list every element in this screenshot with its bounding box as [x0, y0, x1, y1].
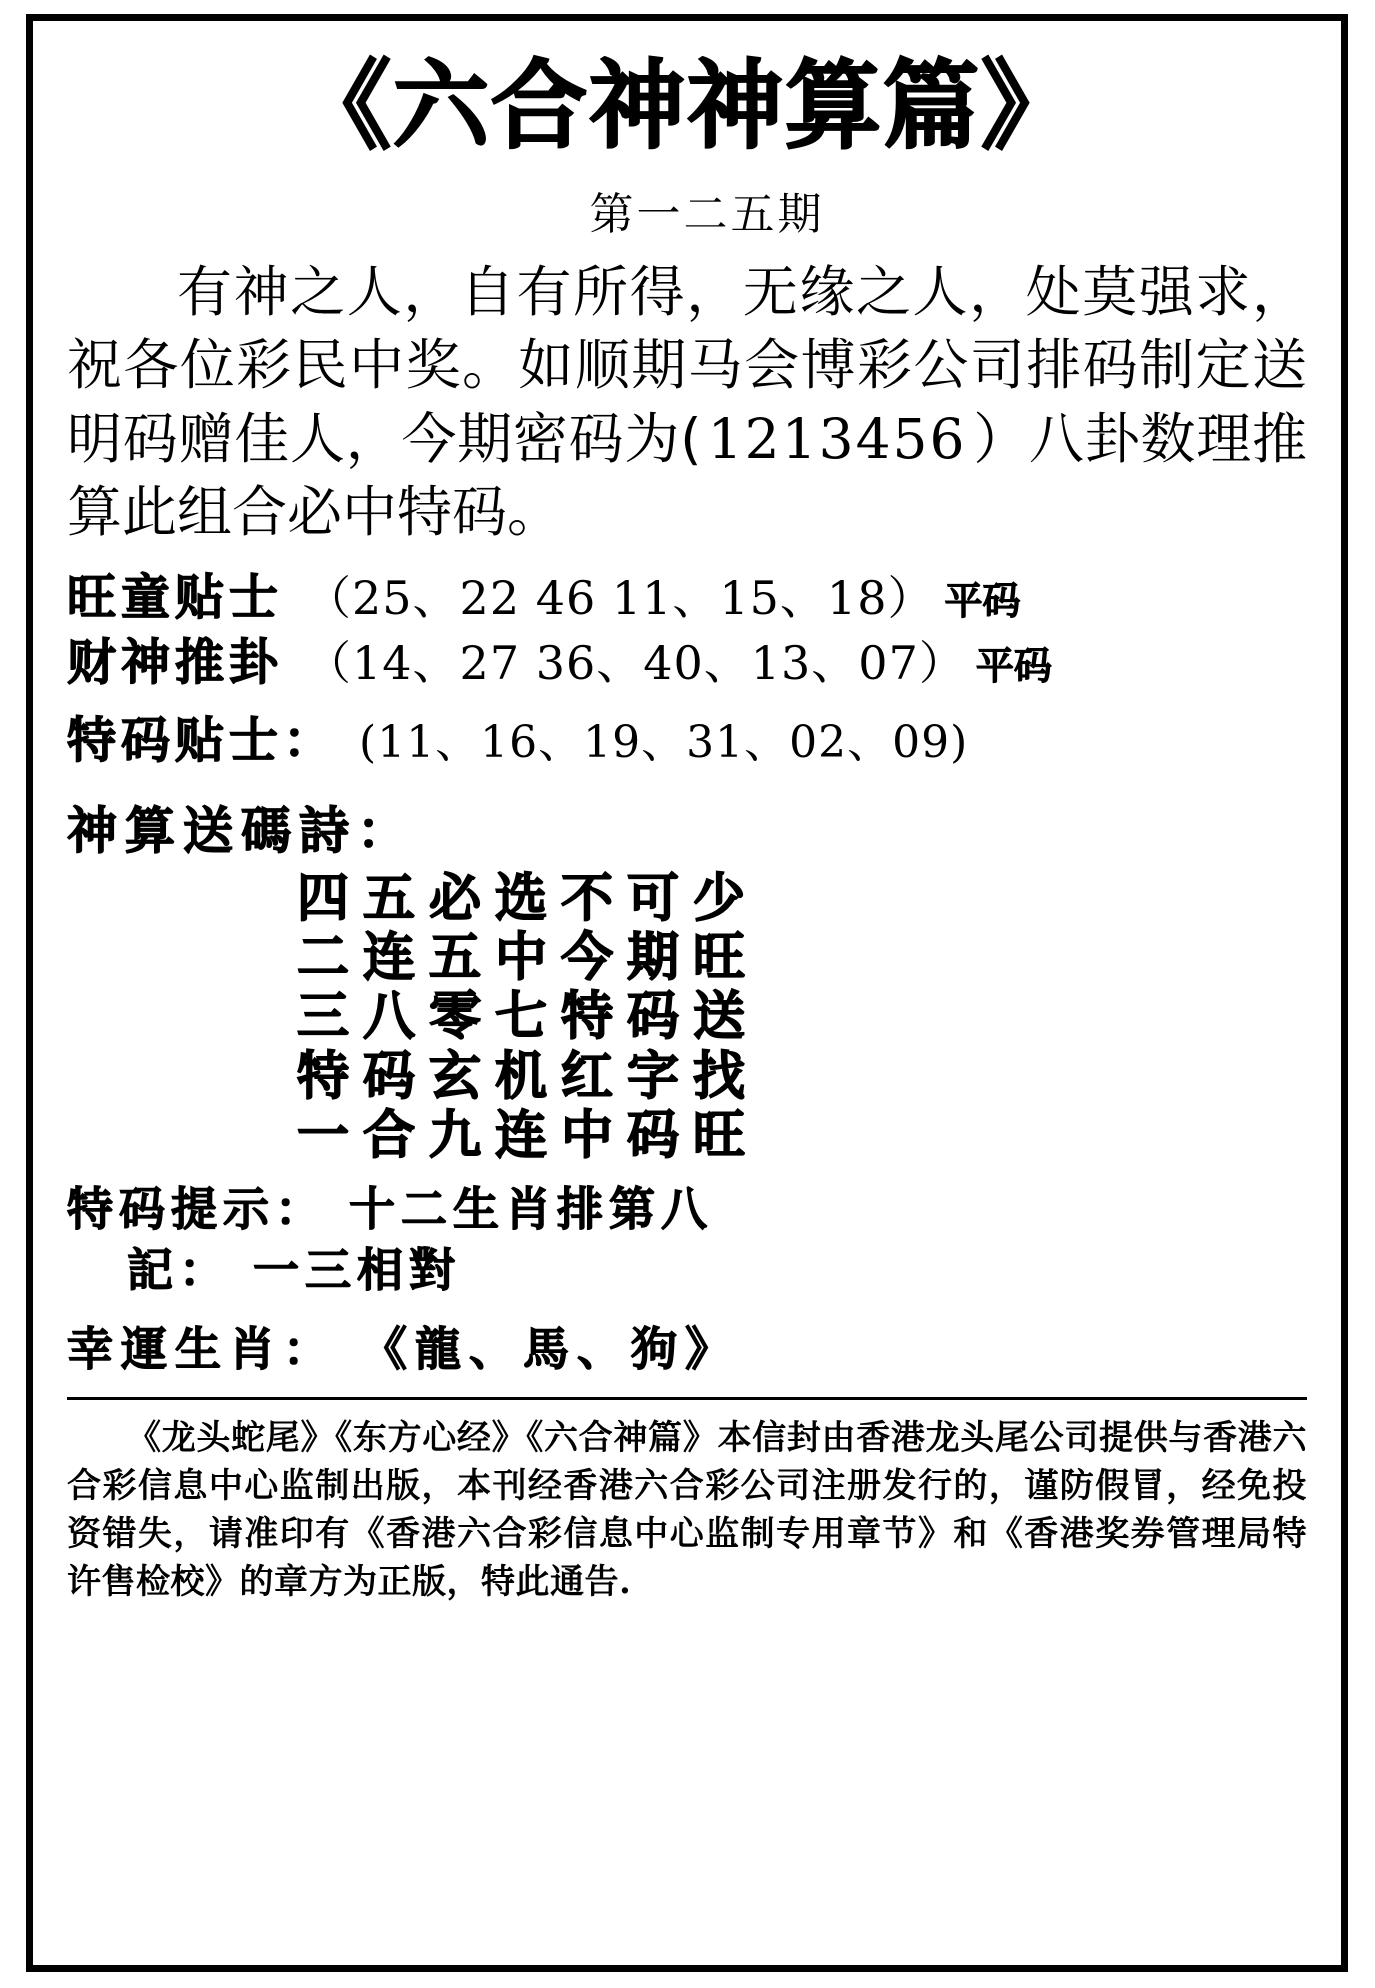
- lucky-zodiac-row: [67, 1313, 1307, 1379]
- pick-row: [67, 708, 1307, 773]
- special-code-hint: 特码提示： 十二生肖排第八: [67, 1182, 714, 1237]
- pick-suffix: 平码: [975, 642, 1052, 688]
- pick-label: 特码贴士: [67, 711, 284, 770]
- pick-numbers: (11、16、19、31、02、09): [359, 717, 969, 769]
- intro-paragraph: [67, 256, 1307, 549]
- poem-line: 特码玄机红字找: [297, 1045, 760, 1107]
- pick-suffix: 平码: [944, 577, 1021, 623]
- picks-section: [67, 565, 1307, 773]
- document-content: [33, 21, 1341, 1965]
- lucky-zodiac-label: 幸運生肖：: [67, 1321, 337, 1376]
- note-row: 記： 一三相對: [127, 1242, 462, 1297]
- pick-separator: ：: [283, 711, 338, 770]
- pick-numbers: （25、22 46 11、15、18）: [305, 570, 935, 625]
- pick-label: 旺童贴士: [67, 567, 284, 626]
- footer-disclaimer: 《龙头蛇尾》《东方心经》《六合神篇》本信封由香港龙头尾公司提供与香港六合彩信息中心监制出版，本刊经香港六合彩公司注册发行的，谨防假冒，经免投资错失，请准印有《香港六合彩信息中心监制专用章节》和《香港奖券管理局特许售检校》的章方为正版，特此通告.: [67, 1417, 1307, 1603]
- pick-numbers: （14、27 36、40、13、07）: [305, 635, 966, 690]
- poem-title: 神算送碼詩：: [67, 800, 415, 860]
- document-frame: [26, 14, 1348, 1972]
- lucky-zodiac-value: 《龍、馬、狗》: [361, 1321, 740, 1376]
- tips-section: [67, 1179, 1307, 1300]
- page-title: 《六合神神算篇》: [295, 49, 1079, 162]
- poem-line: 四五必选不可少: [297, 867, 760, 929]
- poem-line: 三八零七特码送: [297, 986, 760, 1048]
- intro-text-part2: ）八卦数理推算此组合必中特码。: [67, 406, 1307, 544]
- footer-divider: [67, 1397, 1307, 1400]
- intro-text-part1: 有神之人，自有所得，无缘之人，处莫强求，祝各位彩民中奖。如顺期马会博彩公司排码制定送明码赠佳人，今期密码为(: [67, 260, 1307, 471]
- issue-number: 第一二五期: [589, 189, 825, 241]
- pick-row: [67, 630, 1307, 695]
- pick-label: 财神推卦: [67, 632, 284, 691]
- secret-code: 1213456: [707, 406, 967, 471]
- poem-block: [67, 869, 1307, 1165]
- poem-line: 二连五中今期旺: [297, 927, 760, 989]
- pick-row: [67, 565, 1307, 630]
- poem-line: 一合九连中码旺: [297, 1104, 760, 1166]
